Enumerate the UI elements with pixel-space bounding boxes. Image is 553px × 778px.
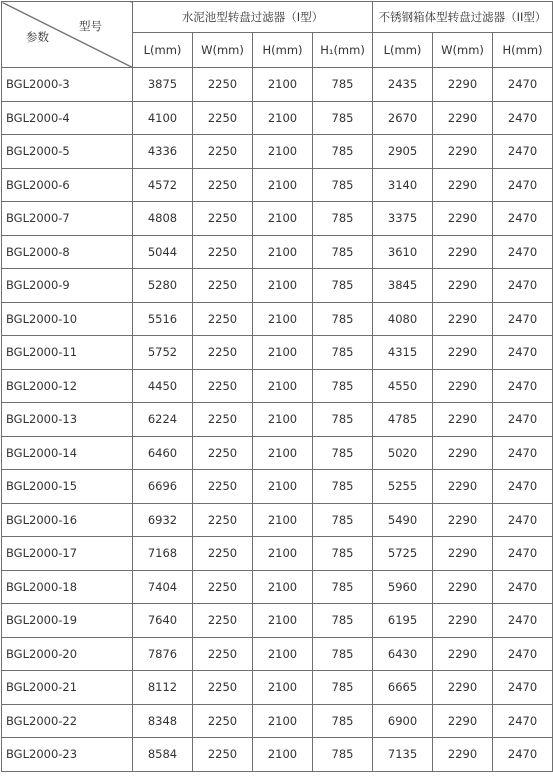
l1-cell: 6932 (133, 503, 193, 537)
column-header: H(mm) (493, 33, 553, 68)
table-row (2, 704, 553, 738)
model-cell: BGL2000-5 (2, 135, 133, 169)
h1-cell: 785 (313, 671, 373, 705)
w2-cell: 2290 (433, 302, 493, 336)
table-row (2, 671, 553, 705)
model-cell: BGL2000-12 (2, 369, 133, 403)
l1-cell: 4336 (133, 135, 193, 169)
w2-cell: 2290 (433, 135, 493, 169)
table-row (2, 269, 553, 303)
table-row (2, 403, 553, 437)
w1-cell: 2250 (193, 403, 253, 437)
l2-cell: 4550 (373, 369, 433, 403)
w2-cell: 2290 (433, 671, 493, 705)
l1-cell: 6224 (133, 403, 193, 437)
h2-cell: 2470 (493, 537, 553, 571)
w1-cell: 2250 (193, 738, 253, 772)
l1-cell: 8348 (133, 704, 193, 738)
group-header-type2: 不锈钢箱体型转盘过滤器（II型） (373, 2, 553, 33)
model-cell: BGL2000-6 (2, 168, 133, 202)
table-row (2, 168, 553, 202)
column-header: W(mm) (193, 33, 253, 68)
h1-cell: 785 (313, 537, 373, 571)
table-row (2, 135, 553, 169)
table-row (2, 738, 553, 772)
column-header: W(mm) (433, 33, 493, 68)
model-cell: BGL2000-19 (2, 604, 133, 638)
model-cell: BGL2000-16 (2, 503, 133, 537)
h2-cell: 2470 (493, 369, 553, 403)
w1-cell: 2250 (193, 503, 253, 537)
w1-cell: 2250 (193, 269, 253, 303)
l2-cell: 6195 (373, 604, 433, 638)
w2-cell: 2290 (433, 336, 493, 370)
l1-cell: 6696 (133, 470, 193, 504)
w2-cell: 2290 (433, 604, 493, 638)
h1-cell: 785 (313, 68, 373, 102)
l2-cell: 3375 (373, 202, 433, 236)
w1-cell: 2250 (193, 336, 253, 370)
l2-cell: 5490 (373, 503, 433, 537)
h-cell: 2100 (253, 738, 313, 772)
model-cell: BGL2000-17 (2, 537, 133, 571)
h2-cell: 2470 (493, 202, 553, 236)
h1-cell: 785 (313, 101, 373, 135)
w2-cell: 2290 (433, 470, 493, 504)
h1-cell: 785 (313, 503, 373, 537)
w1-cell: 2250 (193, 68, 253, 102)
w2-cell: 2290 (433, 436, 493, 470)
w2-cell: 2290 (433, 704, 493, 738)
column-header: L(mm) (373, 33, 433, 68)
h2-cell: 2470 (493, 302, 553, 336)
model-cell: BGL2000-10 (2, 302, 133, 336)
l2-cell: 5020 (373, 436, 433, 470)
h-cell: 2100 (253, 336, 313, 370)
l1-cell: 5752 (133, 336, 193, 370)
l1-cell: 5516 (133, 302, 193, 336)
diagonal-header-cell (2, 2, 133, 68)
w1-cell: 2250 (193, 168, 253, 202)
w1-cell: 2250 (193, 470, 253, 504)
h2-cell: 2470 (493, 403, 553, 437)
w1-cell: 2250 (193, 202, 253, 236)
model-cell: BGL2000-23 (2, 738, 133, 772)
w1-cell: 2250 (193, 436, 253, 470)
l1-cell: 8584 (133, 738, 193, 772)
h1-cell: 785 (313, 336, 373, 370)
w1-cell: 2250 (193, 235, 253, 269)
l2-cell: 6430 (373, 637, 433, 671)
h2-cell: 2470 (493, 604, 553, 638)
h1-cell: 785 (313, 704, 373, 738)
model-cell: BGL2000-7 (2, 202, 133, 236)
h2-cell: 2470 (493, 269, 553, 303)
l2-cell: 3610 (373, 235, 433, 269)
w2-cell: 2290 (433, 570, 493, 604)
l2-cell: 4080 (373, 302, 433, 336)
model-cell: BGL2000-11 (2, 336, 133, 370)
h-cell: 2100 (253, 637, 313, 671)
l2-cell: 2435 (373, 68, 433, 102)
l1-cell: 4572 (133, 168, 193, 202)
h-cell: 2100 (253, 436, 313, 470)
h2-cell: 2470 (493, 637, 553, 671)
table-row (2, 637, 553, 671)
table-row (2, 68, 553, 102)
model-cell: BGL2000-3 (2, 68, 133, 102)
table-row (2, 202, 553, 236)
h1-cell: 785 (313, 168, 373, 202)
h2-cell: 2470 (493, 503, 553, 537)
w2-cell: 2290 (433, 738, 493, 772)
w2-cell: 2290 (433, 503, 493, 537)
h2-cell: 2470 (493, 168, 553, 202)
h1-cell: 785 (313, 302, 373, 336)
w1-cell: 2250 (193, 135, 253, 169)
h-cell: 2100 (253, 369, 313, 403)
l1-cell: 4450 (133, 369, 193, 403)
model-cell: BGL2000-8 (2, 235, 133, 269)
h-cell: 2100 (253, 537, 313, 571)
column-header: L(mm) (133, 33, 193, 68)
table-row (2, 503, 553, 537)
w2-cell: 2290 (433, 168, 493, 202)
l1-cell: 7404 (133, 570, 193, 604)
l2-cell: 6665 (373, 671, 433, 705)
h1-cell: 785 (313, 637, 373, 671)
l2-cell: 6900 (373, 704, 433, 738)
w2-cell: 2290 (433, 369, 493, 403)
h1-cell: 785 (313, 470, 373, 504)
w2-cell: 2290 (433, 537, 493, 571)
w1-cell: 2250 (193, 537, 253, 571)
h-cell: 2100 (253, 168, 313, 202)
table-row (2, 369, 553, 403)
l2-cell: 7135 (373, 738, 433, 772)
table-row (2, 570, 553, 604)
h2-cell: 2470 (493, 738, 553, 772)
table-row (2, 537, 553, 571)
table-row (2, 604, 553, 638)
h2-cell: 2470 (493, 101, 553, 135)
h1-cell: 785 (313, 403, 373, 437)
model-cell: BGL2000-13 (2, 403, 133, 437)
w2-cell: 2290 (433, 235, 493, 269)
h2-cell: 2470 (493, 704, 553, 738)
h1-cell: 785 (313, 235, 373, 269)
model-cell: BGL2000-15 (2, 470, 133, 504)
model-cell: BGL2000-20 (2, 637, 133, 671)
w1-cell: 2250 (193, 637, 253, 671)
h2-cell: 2470 (493, 336, 553, 370)
h2-cell: 2470 (493, 235, 553, 269)
w1-cell: 2250 (193, 302, 253, 336)
h-cell: 2100 (253, 135, 313, 169)
h1-cell: 785 (313, 738, 373, 772)
w1-cell: 2250 (193, 604, 253, 638)
column-header: H₁(mm) (313, 33, 373, 68)
l2-cell: 5725 (373, 537, 433, 571)
h-cell: 2100 (253, 570, 313, 604)
l1-cell: 6460 (133, 436, 193, 470)
h1-cell: 785 (313, 135, 373, 169)
l1-cell: 7876 (133, 637, 193, 671)
group-header-type1: 水泥池型转盘过滤器（I型） (133, 2, 373, 33)
h1-cell: 785 (313, 604, 373, 638)
l2-cell: 3845 (373, 269, 433, 303)
h-cell: 2100 (253, 503, 313, 537)
h1-cell: 785 (313, 269, 373, 303)
l1-cell: 8112 (133, 671, 193, 705)
l1-cell: 5280 (133, 269, 193, 303)
h-cell: 2100 (253, 470, 313, 504)
w1-cell: 2250 (193, 369, 253, 403)
w2-cell: 2290 (433, 269, 493, 303)
l2-cell: 4315 (373, 336, 433, 370)
model-cell: BGL2000-4 (2, 101, 133, 135)
model-header-label: 型号 (79, 19, 102, 33)
h-cell: 2100 (253, 403, 313, 437)
h-cell: 2100 (253, 101, 313, 135)
table-row (2, 470, 553, 504)
l1-cell: 7168 (133, 537, 193, 571)
l2-cell: 5255 (373, 470, 433, 504)
h1-cell: 785 (313, 436, 373, 470)
l2-cell: 5960 (373, 570, 433, 604)
column-header: H(mm) (253, 33, 313, 68)
l1-cell: 7640 (133, 604, 193, 638)
model-cell: BGL2000-18 (2, 570, 133, 604)
table-row (2, 436, 553, 470)
w1-cell: 2250 (193, 570, 253, 604)
h1-cell: 785 (313, 202, 373, 236)
model-cell: BGL2000-14 (2, 436, 133, 470)
w2-cell: 2290 (433, 637, 493, 671)
h2-cell: 2470 (493, 135, 553, 169)
w2-cell: 2290 (433, 403, 493, 437)
w1-cell: 2250 (193, 671, 253, 705)
h2-cell: 2470 (493, 671, 553, 705)
h1-cell: 785 (313, 570, 373, 604)
h-cell: 2100 (253, 671, 313, 705)
h-cell: 2100 (253, 302, 313, 336)
w2-cell: 2290 (433, 101, 493, 135)
table-row (2, 101, 553, 135)
l1-cell: 5044 (133, 235, 193, 269)
h2-cell: 2470 (493, 436, 553, 470)
h1-cell: 785 (313, 369, 373, 403)
h-cell: 2100 (253, 202, 313, 236)
w1-cell: 2250 (193, 101, 253, 135)
h-cell: 2100 (253, 604, 313, 638)
l1-cell: 4808 (133, 202, 193, 236)
w2-cell: 2290 (433, 202, 493, 236)
h2-cell: 2470 (493, 68, 553, 102)
model-cell: BGL2000-21 (2, 671, 133, 705)
w2-cell: 2290 (433, 68, 493, 102)
l2-cell: 4785 (373, 403, 433, 437)
h-cell: 2100 (253, 269, 313, 303)
h2-cell: 2470 (493, 470, 553, 504)
h-cell: 2100 (253, 68, 313, 102)
h-cell: 2100 (253, 235, 313, 269)
model-cell: BGL2000-22 (2, 704, 133, 738)
l2-cell: 2670 (373, 101, 433, 135)
param-header-label: 参数 (26, 30, 49, 44)
table-row (2, 302, 553, 336)
table-row (2, 336, 553, 370)
model-cell: BGL2000-9 (2, 269, 133, 303)
l2-cell: 3140 (373, 168, 433, 202)
table-row (2, 235, 553, 269)
w1-cell: 2250 (193, 704, 253, 738)
h2-cell: 2470 (493, 570, 553, 604)
h-cell: 2100 (253, 704, 313, 738)
l1-cell: 3875 (133, 68, 193, 102)
l2-cell: 2905 (373, 135, 433, 169)
l1-cell: 4100 (133, 101, 193, 135)
spec-table (1, 1, 553, 772)
